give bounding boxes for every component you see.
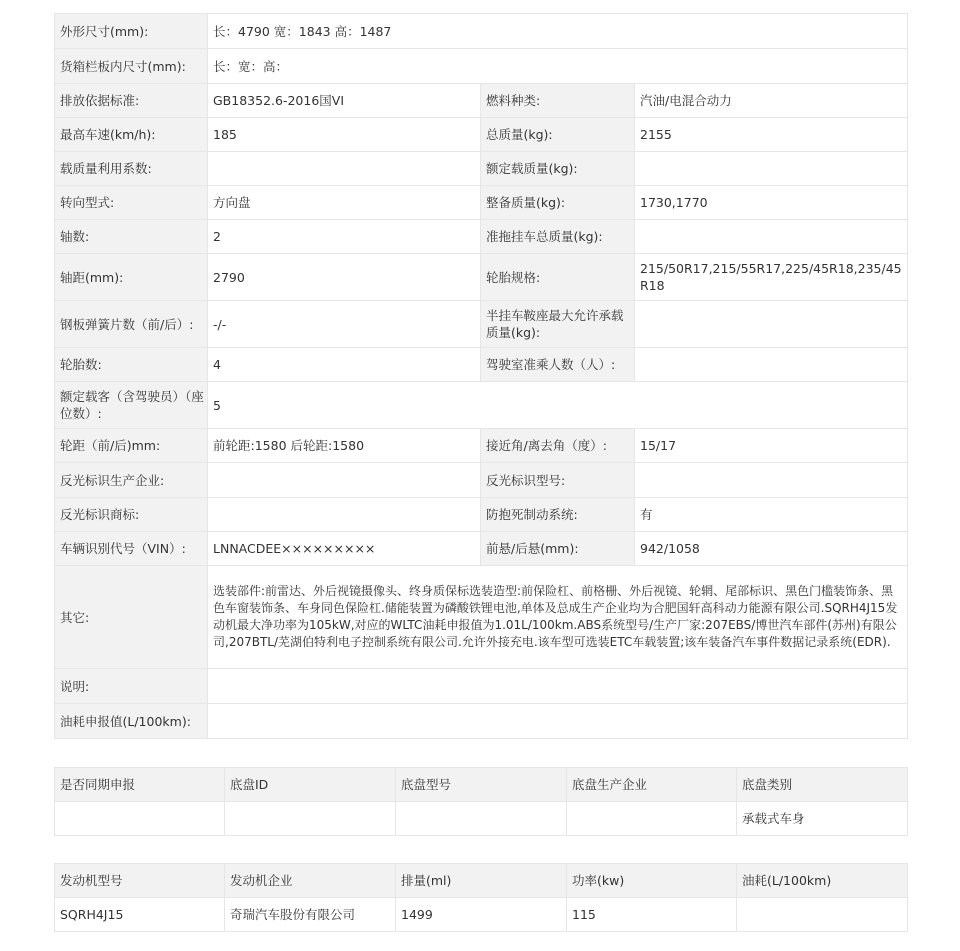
curb-mass-label: 整备质量(kg):: [481, 186, 635, 220]
spec-row-reflector-brand: [55, 498, 908, 532]
table-row: [55, 802, 908, 836]
passengers-label: 额定载客（含驾驶员）（座位数）:: [55, 382, 208, 429]
chassis-id-cell: [225, 802, 396, 836]
spec-row-cargo-size: [55, 49, 908, 84]
spec-row-load-util: [55, 152, 908, 186]
spec-row-track: [55, 429, 908, 463]
vin-label: 车辆识别代号（VIN）:: [55, 532, 208, 566]
emission-value: GB18352.6-2016国VI: [208, 84, 481, 118]
rated-load-value: [635, 152, 908, 186]
emission-label: 排放依据标准:: [55, 84, 208, 118]
approach-angle-label: 接近角/离去角（度）:: [481, 429, 635, 463]
note-label: 说明:: [55, 669, 208, 704]
spec-row-fuel-consumption: [55, 704, 908, 739]
spec-row-spring: [55, 301, 908, 348]
spec-row-steering: [55, 186, 908, 220]
spec-row-wheelbase: [55, 254, 908, 301]
reflector-brand-value: [208, 498, 481, 532]
max-speed-label: 最高车速(km/h):: [55, 118, 208, 152]
spring-value: -/-: [208, 301, 481, 348]
tire-count-label: 轮胎数:: [55, 348, 208, 382]
spec-row-axles: [55, 220, 908, 254]
abs-label: 防抱死制动系统:: [481, 498, 635, 532]
other-value: 选装部件:前雷达、外后视镜摄像头、终身质保标选装造型:前保险杠、前格栅、外后视镜、轮辋、尾部标识、黑色门槛装饰条、黑色车窗装饰条、车身同色保险杠.储能装置为磷酸铁锂电池,单体及总成生产企业均为合肥国轩高科动力能源有限公司.SQRH4J15发动机最大净功率为105kW,对应的WLTC油耗申报值为1.01L/100km.ABS系统型号/生产厂家:207EBS/博世汽车部件(苏州)有限公司,207BTL/芜湖伯特利电子控制系统有限公司.允许外接充电.该车型可选装ETC车载装置;该车装备汽车事件数据记录系统(EDR).: [208, 566, 908, 669]
engine-displacement-cell: 1499: [396, 898, 567, 932]
chassis-header-id: 底盘ID: [225, 768, 396, 802]
spec-row-note: [55, 669, 908, 704]
cargo-size-label: 货箱栏板内尺寸(mm):: [55, 49, 208, 84]
track-label: 轮距（前/后)mm:: [55, 429, 208, 463]
spec-row-vin: [55, 532, 908, 566]
tire-count-value: 4: [208, 348, 481, 382]
engine-header-model: 发动机型号: [55, 864, 225, 898]
note-value: [208, 669, 908, 704]
trailer-mass-label: 准拖挂车总质量(kg):: [481, 220, 635, 254]
spec-row-emission: [55, 84, 908, 118]
engine-table: [54, 863, 908, 932]
saddle-load-value: [635, 301, 908, 348]
passengers-value: 5: [208, 382, 908, 429]
cargo-size-value: 长：宽：高：: [208, 49, 908, 84]
fuel-consumption-value: [208, 704, 908, 739]
axles-label: 轴数:: [55, 220, 208, 254]
chassis-maker-cell: [567, 802, 737, 836]
track-value: 前轮距:1580 后轮距:1580: [208, 429, 481, 463]
cab-seats-value: [635, 348, 908, 382]
load-util-label: 载质量利用系数:: [55, 152, 208, 186]
other-label: 其它:: [55, 566, 208, 669]
engine-maker-cell: 奇瑞汽车股份有限公司: [225, 898, 396, 932]
outer-size-value: 长：4790 宽：1843 高：1487: [208, 14, 908, 49]
spec-row-outer-size: [55, 14, 908, 49]
spec-row-speed: [55, 118, 908, 152]
axles-value: 2: [208, 220, 481, 254]
engine-header-row: [55, 864, 908, 898]
spec-row-passengers: [55, 382, 908, 429]
reflector-maker-label: 反光标识生产企业:: [55, 463, 208, 498]
fuel-type-value: 汽油/电混合动力: [635, 84, 908, 118]
vin-value: LNNACDEE×××××××××: [208, 532, 481, 566]
vehicle-spec-table: [54, 13, 908, 739]
outer-size-label: 外形尺寸(mm):: [55, 14, 208, 49]
reflector-model-value: [635, 463, 908, 498]
engine-header-displacement: 排量(ml): [396, 864, 567, 898]
rated-load-label: 额定载质量(kg):: [481, 152, 635, 186]
wheelbase-label: 轴距(mm):: [55, 254, 208, 301]
overhang-value: 942/1058: [635, 532, 908, 566]
engine-consumption-cell: [737, 898, 908, 932]
chassis-table: [54, 767, 908, 836]
tire-spec-label: 轮胎规格:: [481, 254, 635, 301]
overhang-label: 前悬/后悬(mm):: [481, 532, 635, 566]
engine-header-power: 功率(kw): [567, 864, 737, 898]
chassis-concurrent-cell: [55, 802, 225, 836]
reflector-maker-value: [208, 463, 481, 498]
spec-row-other: [55, 566, 908, 669]
chassis-header-maker: 底盘生产企业: [567, 768, 737, 802]
chassis-type-cell: 承载式车身: [737, 802, 908, 836]
spec-row-reflector-maker: [55, 463, 908, 498]
spring-label: 钢板弹簧片数（前/后）:: [55, 301, 208, 348]
engine-power-cell: 115: [567, 898, 737, 932]
tire-spec-value: 215/50R17,215/55R17,225/45R18,235/45R18: [635, 254, 908, 301]
approach-angle-value: 15/17: [635, 429, 908, 463]
cab-seats-label: 驾驶室准乘人数（人）:: [481, 348, 635, 382]
chassis-header-row: [55, 768, 908, 802]
trailer-mass-value: [635, 220, 908, 254]
max-speed-value: 185: [208, 118, 481, 152]
curb-mass-value: 1730,1770: [635, 186, 908, 220]
fuel-consumption-label: 油耗申报值(L/100km):: [55, 704, 208, 739]
steering-label: 转向型式:: [55, 186, 208, 220]
chassis-header-concurrent: 是否同期申报: [55, 768, 225, 802]
reflector-brand-label: 反光标识商标:: [55, 498, 208, 532]
wheelbase-value: 2790: [208, 254, 481, 301]
abs-value: 有: [635, 498, 908, 532]
table-row: [55, 898, 908, 932]
chassis-header-type: 底盘类别: [737, 768, 908, 802]
load-util-value: [208, 152, 481, 186]
chassis-header-model: 底盘型号: [396, 768, 567, 802]
fuel-type-label: 燃料种类:: [481, 84, 635, 118]
saddle-load-label: 半挂车鞍座最大允许承载质量(kg):: [481, 301, 635, 348]
engine-header-consumption: 油耗(L/100km): [737, 864, 908, 898]
steering-value: 方向盘: [208, 186, 481, 220]
total-mass-label: 总质量(kg):: [481, 118, 635, 152]
spec-row-tire-count: [55, 348, 908, 382]
total-mass-value: 2155: [635, 118, 908, 152]
chassis-model-cell: [396, 802, 567, 836]
reflector-model-label: 反光标识型号:: [481, 463, 635, 498]
engine-model-cell: SQRH4J15: [55, 898, 225, 932]
engine-header-maker: 发动机企业: [225, 864, 396, 898]
